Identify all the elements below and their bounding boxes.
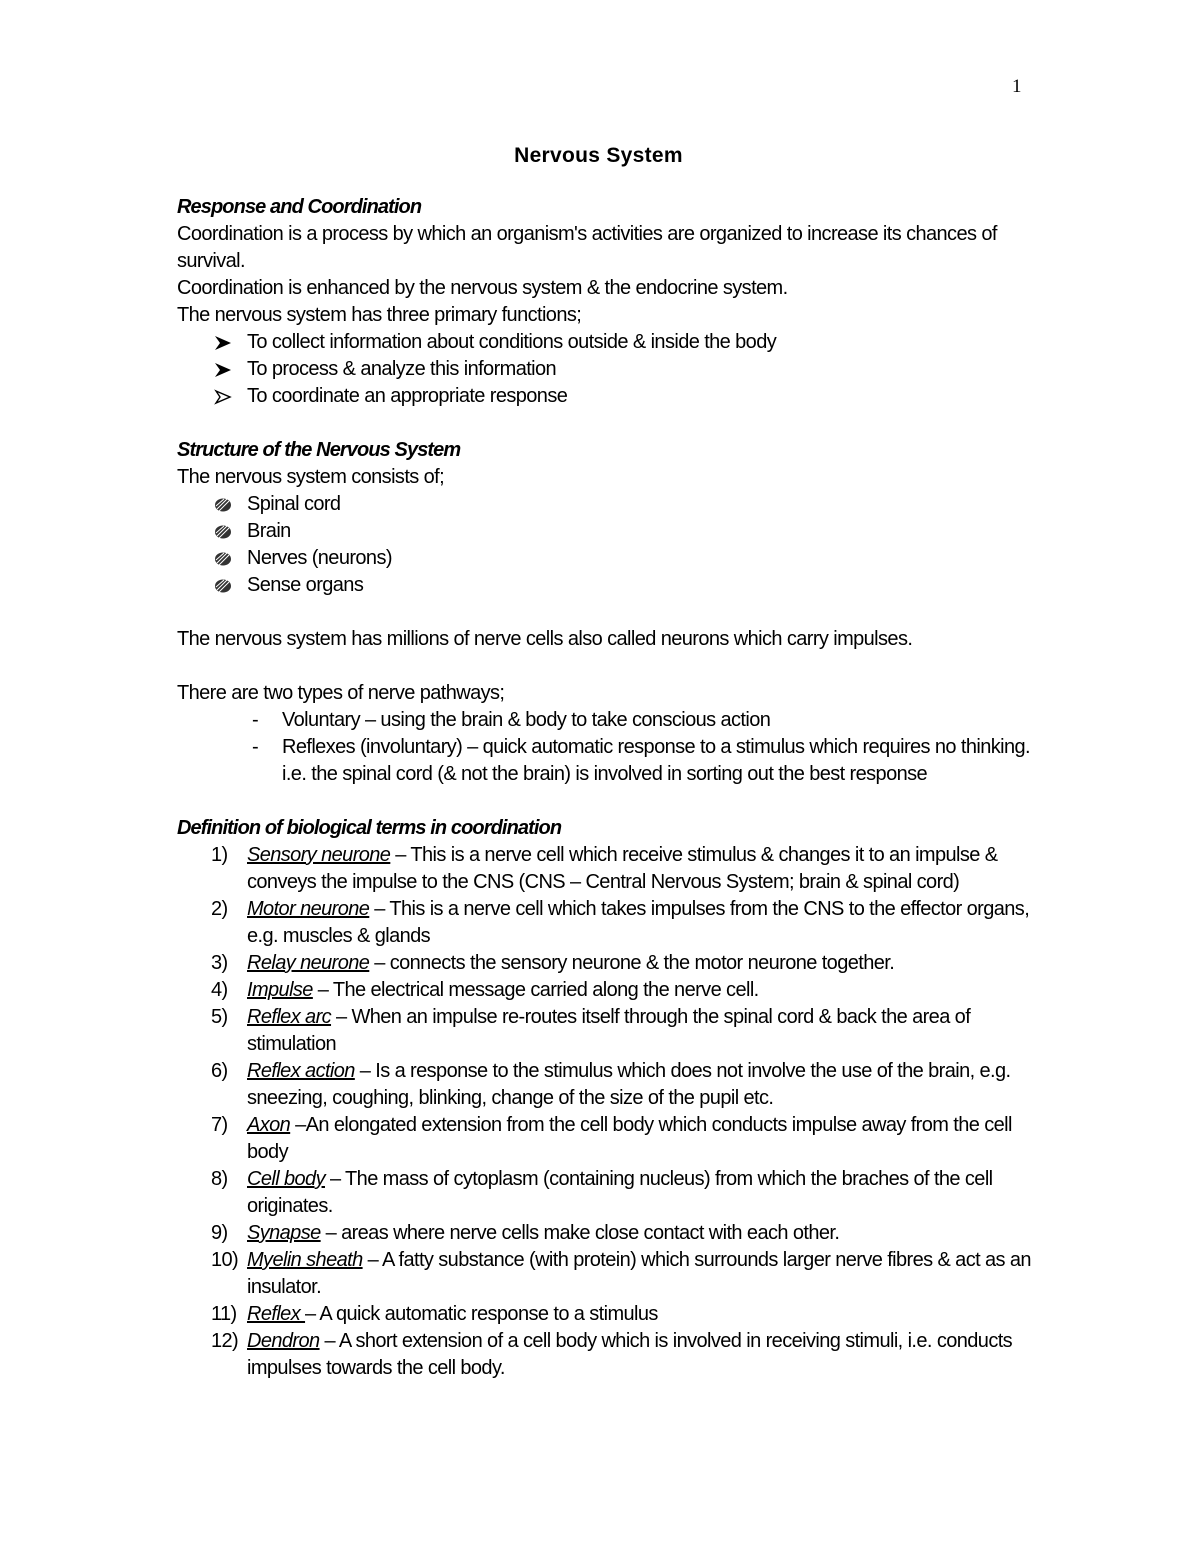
term: Dendron (247, 1330, 320, 1352)
term: Cell body (247, 1168, 325, 1190)
item-number: 1) (211, 844, 228, 866)
item-number: 2) (211, 898, 228, 920)
item-number: 12) (211, 1330, 239, 1352)
pathways-list (177, 707, 1037, 788)
term: Axon (247, 1114, 291, 1136)
section-heading: Structure of the Nervous System (177, 439, 461, 461)
definition-item (177, 1004, 1037, 1058)
list-item (177, 329, 1037, 356)
definition-item (177, 1166, 1037, 1220)
definition-item (177, 950, 1037, 977)
definition-text: – The electrical message carried along the nerve cell. (312, 979, 759, 1001)
list-item (177, 707, 1037, 734)
item-number: 5) (211, 1006, 228, 1028)
item-number: 3) (211, 952, 228, 974)
definitions-list (177, 842, 1037, 1382)
item-number: 4) (211, 979, 228, 1001)
term: Myelin sheath (247, 1249, 363, 1271)
definition-text: – areas where nerve cells make close contact with each other. (320, 1222, 840, 1244)
definition-item (177, 1058, 1037, 1112)
definition-text: – This is a nerve cell which takes impulses from the CNS to the effector organs, e.g. muscles & glands (247, 898, 1030, 947)
definition-text: –An elongated extension from the cell body which conducts impulse away from the cell body (247, 1114, 1012, 1163)
list-item (177, 572, 1037, 599)
definition-item (177, 1112, 1037, 1166)
paragraph: There are two types of nerve pathways; (177, 682, 505, 704)
section-response-coordination (177, 194, 1037, 410)
list-item-text: Sense organs (247, 574, 364, 596)
spacer (177, 410, 1037, 437)
term: Reflex (247, 1303, 306, 1325)
list-item-text: To collect information about conditions outside & inside the body (247, 331, 777, 353)
list-item-text: Nerves (neurons) (247, 547, 392, 569)
definition-item (177, 1247, 1037, 1301)
hatched-disc-bullet-icon (211, 545, 235, 572)
paragraph: The nervous system consists of; (177, 466, 445, 488)
arrowhead-bullet-icon (211, 329, 235, 356)
term: Motor neurone (247, 898, 370, 920)
document-title: Nervous System (514, 144, 683, 167)
document-body (177, 140, 1037, 1382)
spacer (177, 788, 1037, 815)
definition-text: – A short extension of a cell body which is involved in receiving stimuli, i.e. conducts impulses towards the cell body. (247, 1330, 1013, 1379)
item-number: 11) (211, 1303, 237, 1325)
list-item-text: To process & analyze this information (247, 358, 557, 380)
list-item (177, 356, 1037, 383)
paragraph: Coordination is enhanced by the nervous system & the endocrine system. (177, 277, 788, 299)
term: Reflex action (247, 1060, 355, 1082)
item-number: 9) (211, 1222, 228, 1244)
paragraph: The nervous system has millions of nerve cells also called neurons which carry impulses. (177, 628, 913, 650)
section-definitions (177, 815, 1037, 1382)
list-item (177, 491, 1037, 518)
list-item-text: Reflexes (involuntary) – quick automatic response to a stimulus which requires no thinking. i.e. the spinal cord (& not the brain) is involved in sorting out the best response (282, 736, 1031, 785)
parts-list (177, 491, 1037, 599)
list-item (177, 545, 1037, 572)
list-item-text: To coordinate an appropriate response (247, 385, 568, 407)
list-item (177, 518, 1037, 545)
definition-item (177, 977, 1037, 1004)
spacer (177, 653, 1037, 680)
paragraph: Coordination is a process by which an organism's activities are organized to increase its chances of survival. (177, 223, 997, 272)
definition-text: – The mass of cytoplasm (containing nucleus) from which the braches of the cell originates. (247, 1168, 993, 1217)
section-heading: Response and Coordination (177, 196, 422, 218)
hatched-disc-bullet-icon (211, 572, 235, 599)
item-number: 6) (211, 1060, 228, 1082)
definition-item (177, 1301, 1037, 1328)
definition-text: – A fatty substance (with protein) which surrounds larger nerve fibres & act as an insulator. (247, 1249, 1031, 1298)
dash-bullet: - (252, 736, 259, 758)
list-item (177, 383, 1037, 410)
paragraph: The nervous system has three primary functions; (177, 304, 582, 326)
term: Sensory neurone (247, 844, 391, 866)
hatched-disc-bullet-icon (211, 518, 235, 545)
list-item (177, 734, 1037, 788)
arrowhead-bullet-icon (211, 356, 235, 383)
section-heading: Definition of biological terms in coordination (177, 817, 562, 839)
definition-item (177, 1220, 1037, 1247)
arrowhead-bullet-icon (211, 383, 235, 410)
definition-item (177, 896, 1037, 950)
term: Impulse (247, 979, 313, 1001)
definition-text: – This is a nerve cell which receive stimulus & changes it to an impulse & conveys the impulse to the CNS (CNS – Central Nervous System; brain & spinal cord) (247, 844, 998, 893)
definition-item (177, 842, 1037, 896)
term: Reflex arc (247, 1006, 332, 1028)
section-structure (177, 437, 1037, 788)
dash-bullet: - (252, 709, 259, 731)
list-item-text: Brain (247, 520, 291, 542)
term: Relay neurone (247, 952, 370, 974)
definition-text: – When an impulse re-routes itself through the spinal cord & back the area of stimulation (247, 1006, 971, 1055)
list-item-text: Voluntary – using the brain & body to take conscious action (282, 709, 771, 731)
functions-list (177, 329, 1037, 410)
definition-text: – A quick automatic response to a stimulus (305, 1303, 658, 1325)
definition-text: – Is a response to the stimulus which does not involve the use of the brain, e.g. sneezing, coughing, blinking, change of the size of the pupil etc. (247, 1060, 1011, 1109)
spacer (177, 599, 1037, 626)
item-number: 8) (211, 1168, 228, 1190)
definition-text: – connects the sensory neurone & the motor neurone together. (369, 952, 895, 974)
list-item-text: Spinal cord (247, 493, 341, 515)
term: Synapse (247, 1222, 321, 1244)
page-number: 1 (1012, 76, 1022, 97)
item-number: 10) (211, 1249, 239, 1271)
item-number: 7) (211, 1114, 228, 1136)
hatched-disc-bullet-icon (211, 491, 235, 518)
definition-item (177, 1328, 1037, 1382)
